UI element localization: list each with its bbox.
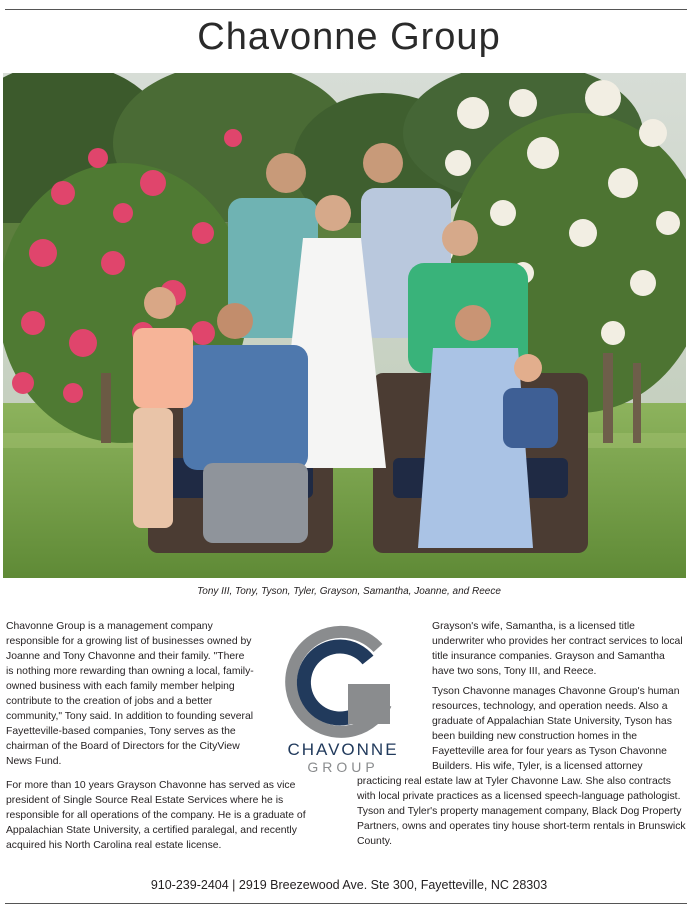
- paragraph-tyson-lower: practicing real estate law at Tyler Chavonne Law. She also contracts with local private practices as a licensed speech-language pathologist. Tyson and Tyler's property management company, Black Dog Property Partners, owns and operates tiny house short-term rentals in Brunswick County.: [357, 776, 686, 847]
- paragraph-samantha: Grayson's wife, Samantha, is a licensed title underwriter who provides her contract services to local title insurance companies. Grayson and Samantha have two sons, Tony III, and Reece.: [432, 621, 683, 677]
- paragraph-tyson-upper: Tyson Chavonne manages Chavonne Group's human resources, technology, and operation needs. Also a graduate of Appalachian State University, Tyson has been building new construction homes in the Fayetteville area for four years as Tyson Chavonne Builders. His wife, Tyler, is a licensed attorney: [432, 686, 680, 772]
- article-left-column: [6, 619, 306, 862]
- top-rule: [5, 9, 687, 10]
- logo-wordmark-top: CHAVONNE: [287, 740, 399, 759]
- footer-contact: 910-239-2404 | 2919 Breezewood Ave. Ste 300, Fayetteville, NC 28303: [150, 878, 548, 892]
- page-title: Chavonne Group: [197, 16, 501, 58]
- logo-wordmark-bottom: GROUP: [307, 759, 379, 775]
- family-photo: [3, 73, 686, 578]
- logo-g-mark-icon: [282, 618, 406, 738]
- paragraph-grayson: For more than 10 years Grayson Chavonne has served as vice president of Single Source Real Estate Services where he is responsible for all operations of the company. He is a graduate of Appalachian State University, a certified paralegal, and recently acquired his North Carolina real estate license.: [6, 780, 306, 851]
- photo-caption: Tony III, Tony, Tyson, Tyler, Grayson, Samantha, Joanne, and Reece: [197, 586, 501, 597]
- article-right-column: [432, 619, 686, 688]
- paragraph-intro: Chavonne Group is a management company responsible for a growing list of businesses owned by Joanne and Tony Chavonne and their family. "There is nothing more rewarding than owning a local, family-owned business with each family member helping contribute to the creation of jobs and a better community," Tony said. In addition to founding several Fayetteville-based companies, Tony serves as the chairman of the Board of Directors for the CityView News Fund.: [6, 621, 254, 767]
- bottom-rule: [5, 903, 687, 904]
- paragraph-tyson: [432, 684, 686, 774]
